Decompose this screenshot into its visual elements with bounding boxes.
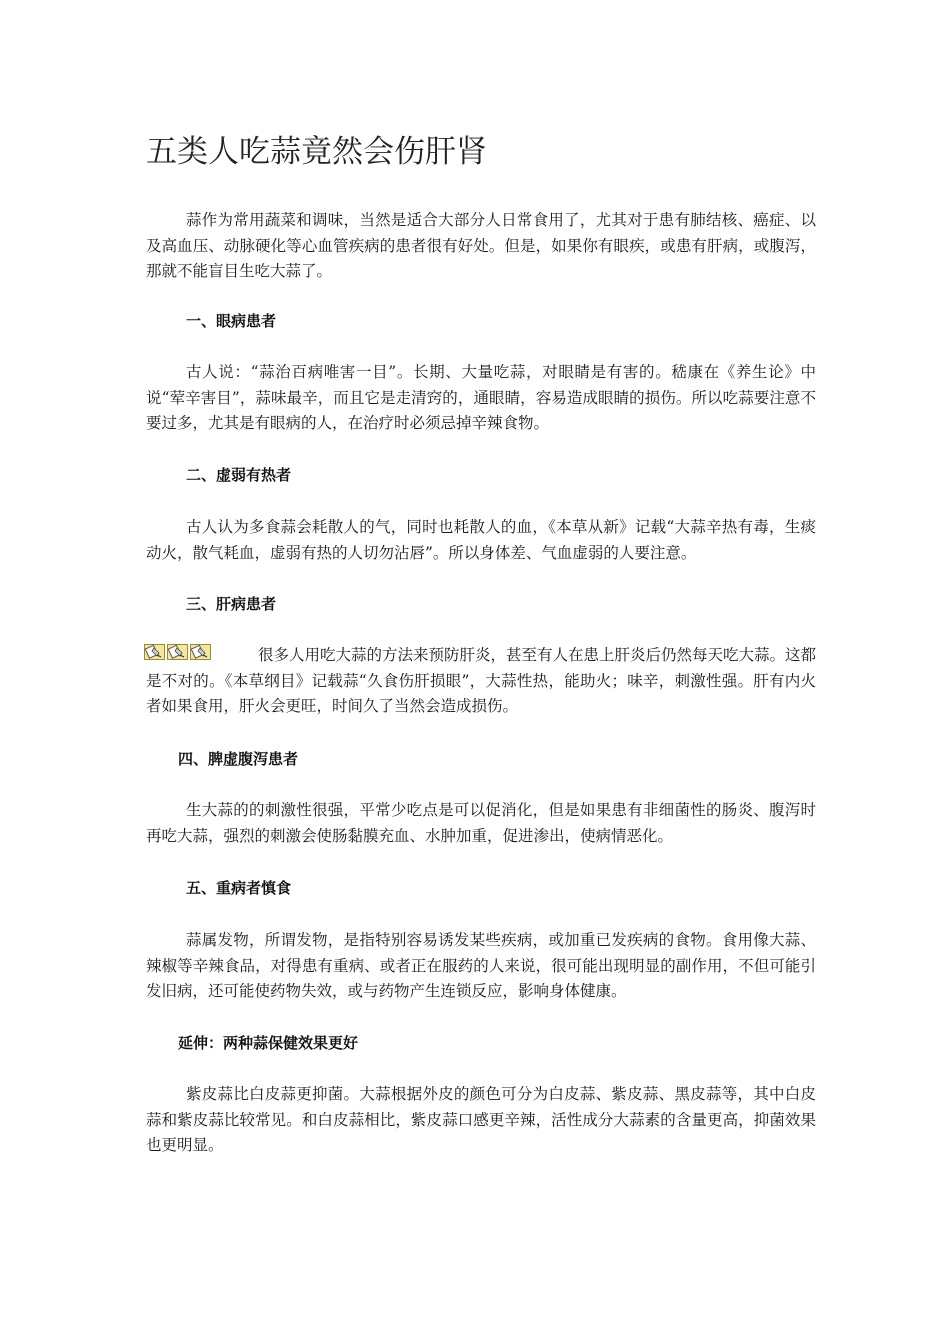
page-title: 五类人吃蒜竟然会伤肝肾 bbox=[146, 134, 487, 170]
section-body-spleen-diarrhea: 生大蒜的的刺激性很强，平常少吃点是可以促消化，但是如果患有非细菌性的肠炎、腹泻时再吃大蒜，强烈的刺激会使肠黏膜充血、水肿加重，促进渗出，使病情恶化。 bbox=[146, 801, 816, 845]
section-body-serious-illness: 蒜属发物，所谓发物，是指特别容易诱发某些疾病，或加重已发疾病的食物。食用像大蒜、辣椒等辛辣食品，对得患有重病、或者正在服药的人来说，很可能出现明显的副作用，不但可能引发旧病，还可能使药物失效，或与药物产生连锁反应，影响身体健康。 bbox=[146, 931, 816, 1000]
section-heading-spleen-diarrhea: 四、脾虚腹泻患者 bbox=[178, 750, 299, 768]
section-body-liver-disease: 很多人用吃大蒜的方法来预防肝炎，甚至有人在患上肝炎后仍然每天吃大蒜。这都是不对的。《本草纲目》记载蒜“久食伤肝损眼”，大蒜性热，能助火；味辛，刺激性强。肝有内火者如果食用，肝火会更旺，时间久了当然会造成损伤。 bbox=[146, 646, 817, 715]
section-heading-liver-disease: 三、肝病患者 bbox=[186, 595, 277, 613]
section-body-extension: 紫皮蒜比白皮蒜更抑菌。大蒜根据外皮的颜色可分为白皮蒜、紫皮蒜、黑皮蒜等，其中白皮蒜和紫皮蒜比较常见。和白皮蒜相比，紫皮蒜口感更辛辣，活性成分大蒜素的含量更高，抑菌效果也更明显。 bbox=[146, 1085, 816, 1154]
section-heading-extension: 延伸：两种蒜保健效果更好 bbox=[178, 1034, 359, 1052]
section-body-eye-disease: 古人说：“蒜治百病唯害一目”。长期、大量吃蒜，对眼睛是有害的。嵇康在《养生论》中说“荤辛害目”，蒜味最辛，而且它是走清窍的，通眼睛，容易造成眼睛的损伤。所以吃蒜要注意不要过多，尤其是有眼病的人，在治疗时必须忌掉辛辣食物。 bbox=[146, 363, 816, 432]
section-heading-serious-illness: 五、重病者慎食 bbox=[186, 879, 292, 897]
section-heading-eye-disease: 一、眼病患者 bbox=[186, 312, 277, 330]
section-body-weak-heat: 古人认为多食蒜会耗散人的气，同时也耗散人的血，《本草从新》记载“大蒜辛热有毒，生痰动火，散气耗血，虚弱有热的人切勿沾唇”。所以身体差、气血虚弱的人要注意。 bbox=[146, 518, 816, 562]
intro-paragraph: 蒜作为常用蔬菜和调味，当然是适合大部分人日常食用了，尤其对于患有肺结核、癌症、以及高血压、动脉硬化等心血管疾病的患者很有好处。但是，如果你有眼疾，或患有肝病，或腹泻，那就不能盲目生吃大蒜了。 bbox=[146, 211, 816, 280]
section-heading-weak-heat: 二、虚弱有热者 bbox=[186, 466, 292, 484]
